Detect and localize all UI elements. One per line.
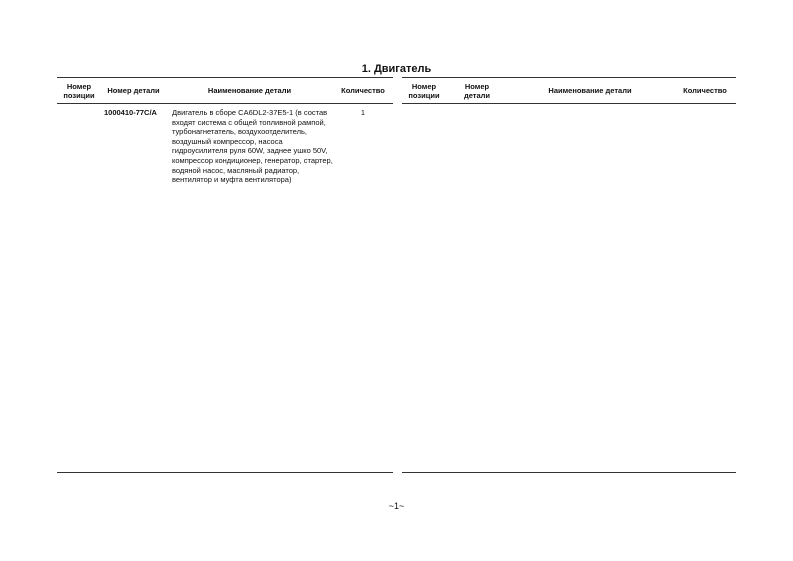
- parts-table-left: [57, 77, 393, 473]
- section-title: 1. Двигатель: [361, 63, 432, 75]
- table-header-left: [57, 78, 393, 104]
- column-header-part-name: Наименование детали: [207, 86, 292, 95]
- column-header-quantity: Количество: [683, 86, 727, 95]
- row-part-name: Двигатель в сборе CA6DL2-37E5-1 (в состав входят система с общей топливной рампой, турбонагнетатель, воздухоотделитель, воздушный компрессор, насоса гидроусилителя руля 60W, заднее ушко 50V, компрессор кондиционер, генератор, стартер, водяной насос, масляный радиатор, вентилятор и муфта вентилятора): [172, 108, 333, 185]
- row-quantity: 1: [360, 108, 366, 117]
- column-header-position: Номер позиции: [408, 81, 440, 100]
- row-part-number: 1000410-77C/A: [104, 108, 157, 117]
- table-header-right: [402, 78, 736, 104]
- parts-table-right: [402, 77, 736, 473]
- column-header-position: Номер позиции: [63, 81, 95, 100]
- page-number: ~1~: [388, 501, 405, 511]
- column-header-part-number: Номер детали: [107, 86, 160, 95]
- column-header-part-number: Номер детали: [463, 81, 491, 100]
- column-header-quantity: Количество: [341, 86, 385, 95]
- column-header-part-name: Наименование детали: [548, 86, 632, 95]
